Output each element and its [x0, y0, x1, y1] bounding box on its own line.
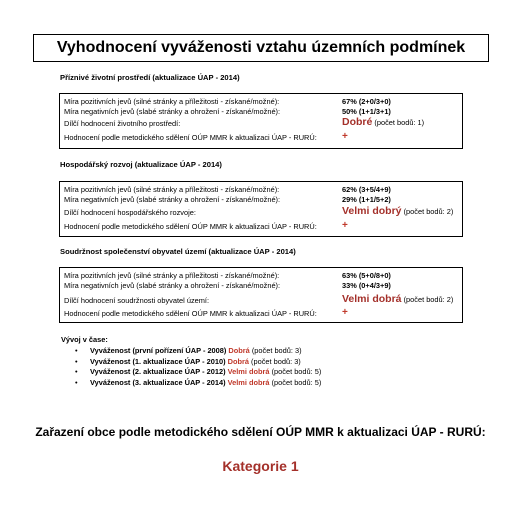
plus-mark: + [342, 131, 348, 142]
row-value: 67% (2+0/3+0) [342, 97, 391, 106]
section-heading-cohesion: Soudržnost společenství obyvatel území (aktualizace ÚAP - 2014) [60, 247, 296, 256]
plus-mark: + [342, 307, 348, 318]
item-points: (počet bodů: 3) [251, 356, 301, 366]
evolution-title: Vývoj v čase: [61, 335, 108, 344]
grade-text: Dobré [342, 116, 373, 128]
row-label: Míra pozitivních jevů (silné stránky a příležitosti - získané/možné): [64, 97, 280, 106]
row-grade [342, 293, 453, 305]
row-label: Hodnocení podle metodického sdělení OÚP MMR k aktualizaci ÚAP - RURÚ: [64, 222, 317, 231]
section-heading-economy: Hospodářský rozvoj (aktualizace ÚAP - 2014) [60, 160, 222, 169]
row-label: Hodnocení podle metodického sdělení OÚP MMR k aktualizaci ÚAP - RURÚ: [64, 133, 317, 142]
item-label: Vyváženost (1. aktualizace ÚAP - 2010) [90, 356, 226, 366]
row-label: Míra negativních jevů (slabé stránky a ohrožení - získané/možné): [64, 107, 281, 116]
section-box-environment [59, 93, 463, 149]
list-item [75, 378, 321, 389]
row-value: 29% (1+1/5+2) [342, 195, 391, 204]
item-points: (počet bodů: 3) [251, 346, 302, 355]
row-value: 63% (5+0/8+0) [342, 271, 391, 280]
row-value: 62% (3+5/4+9) [342, 185, 391, 194]
row-label: Míra negativních jevů (slabé stránky a ohrožení - získané/možné): [64, 281, 281, 290]
category-label: Kategorie 1 [222, 458, 299, 474]
row-label: Dílčí hodnocení hospodářského rozvoje: [64, 208, 196, 217]
row-grade [342, 205, 453, 217]
list-item [75, 357, 321, 368]
points-text: (počet bodů: 2) [403, 207, 454, 216]
page-title: Vyhodnocení vyváženosti vztahu územních podmínek [33, 34, 489, 62]
section-heading-environment: Příznivé životní prostředí (aktualizace ÚAP - 2014) [60, 73, 240, 82]
grade-text: Velmi dobrý [342, 205, 402, 217]
list-item [75, 346, 321, 357]
item-grade: Dobrá [227, 356, 249, 366]
bullet-icon: • [75, 377, 78, 387]
row-label: Míra negativních jevů (slabé stránky a ohrožení - získané/možné): [64, 195, 281, 204]
item-points: (počet bodů: 5) [271, 367, 322, 377]
row-label: Míra pozitivních jevů (silné stránky a příležitosti - získané/možné): [64, 185, 280, 194]
grade-text: Velmi dobrá [342, 293, 402, 305]
item-grade: Velmi dobrá [227, 367, 270, 377]
item-points: (počet bodů: 5) [271, 377, 322, 387]
item-label: Vyváženost (první pořízení ÚAP - 2008) [90, 346, 227, 355]
section-box-cohesion [59, 267, 463, 323]
item-label: Vyváženost (2. aktualizace ÚAP - 2012) [90, 367, 226, 377]
row-grade [342, 116, 424, 128]
row-label: Hodnocení podle metodického sdělení OÚP MMR k aktualizaci ÚAP - RURÚ: [64, 309, 317, 318]
points-text: (počet bodů: 1) [374, 118, 425, 127]
bullet-icon: • [75, 356, 78, 366]
row-value: 50% (1+1/3+1) [342, 107, 391, 116]
item-label: Vyváženost (3. aktualizace ÚAP - 2014) [90, 377, 226, 387]
bullet-icon: • [75, 367, 78, 377]
row-label: Míra pozitivních jevů (silné stránky a příležitosti - získané/možné): [64, 271, 280, 280]
row-value: 33% (0+4/3+9) [342, 281, 391, 290]
row-label: Dílčí hodnocení životního prostředí: [64, 119, 181, 128]
section-box-economy [59, 181, 463, 237]
classification-title: Zařazení obce podle metodického sdělení OÚP MMR k aktualizaci ÚAP - RURÚ: [35, 425, 486, 439]
item-grade: Dobrá [228, 346, 250, 355]
item-grade: Velmi dobrá [227, 377, 270, 387]
row-label: Dílčí hodnocení soudržnosti obyvatel území: [64, 296, 210, 305]
evolution-list [75, 346, 321, 388]
list-item [75, 367, 321, 378]
points-text: (počet bodů: 2) [403, 295, 454, 304]
bullet-icon: • [75, 346, 78, 355]
plus-mark: + [342, 220, 348, 231]
